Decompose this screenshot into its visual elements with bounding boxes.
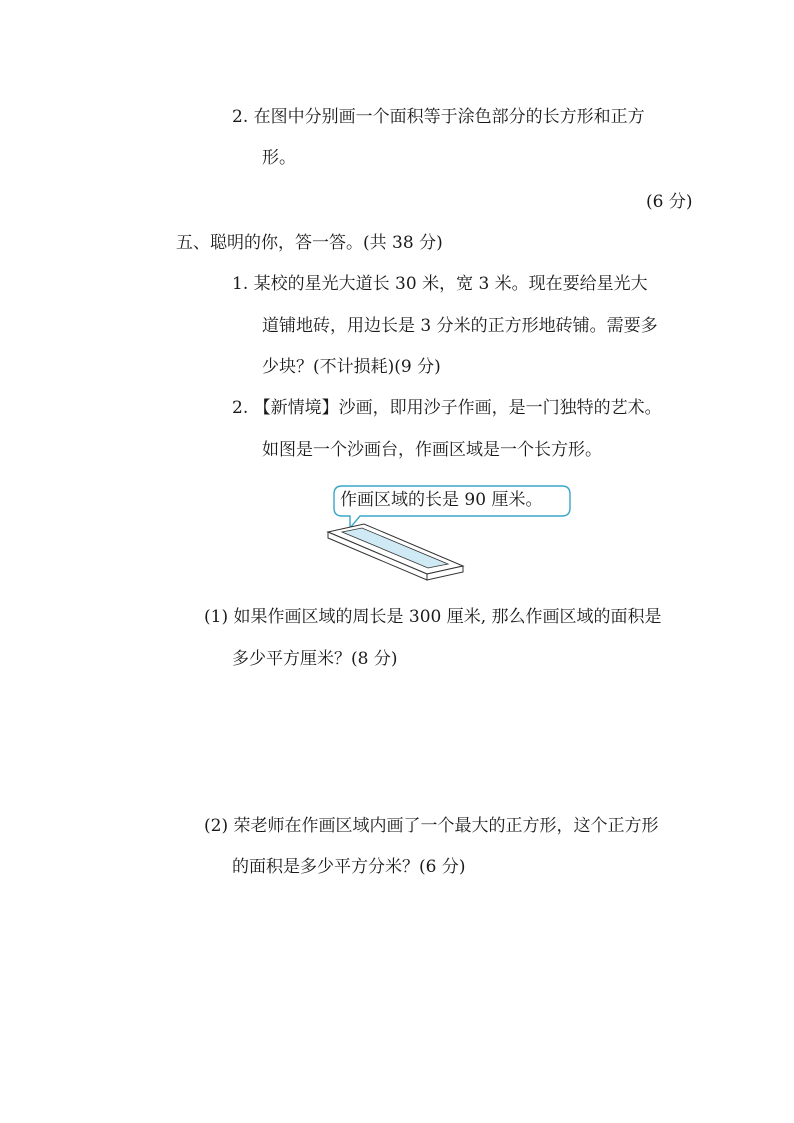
question-2-score: (6 分)	[646, 192, 693, 212]
section-5-q2-sub2-line-2: 的面积是多少平方分米？(6 分)	[232, 857, 466, 877]
section-5-heading: 五、聪明的你，答一答。(共 38 分)	[176, 233, 443, 253]
section-5-q2-sub1-line-2: 多少平方厘米？(8 分)	[232, 649, 398, 669]
section-5-q1-line-2: 道铺地砖，用边长是 3 分米的正方形地砖铺。需要多	[262, 316, 658, 336]
question-2-line-1: 2. 在图中分别画一个面积等于涂色部分的长方形和正方	[232, 107, 645, 127]
section-5-q2-sub2-line-1: (2) 荣老师在作画区域内画了一个最大的正方形，这个正方形	[204, 816, 659, 836]
section-5-q2-sub1-line-1: (1) 如果作画区域的周长是 300 厘米, 那么作画区域的面积是	[204, 607, 662, 627]
section-5-q1-line-3: 少块？(不计损耗)(9 分)	[262, 357, 441, 377]
section-5-q1-line-1: 1. 某校的星光大道长 30 米，宽 3 米。现在要给星光大	[232, 274, 648, 294]
section-5-q2-line-1: 2. 【新情境】沙画，即用沙子作画，是一门独特的艺术。	[232, 398, 662, 418]
figure-caption: 作画区域的长是 90 厘米。	[340, 490, 543, 510]
question-2-line-2: 形。	[262, 148, 296, 168]
section-5-q2-line-2: 如图是一个沙画台，作画区域是一个长方形。	[262, 440, 602, 460]
